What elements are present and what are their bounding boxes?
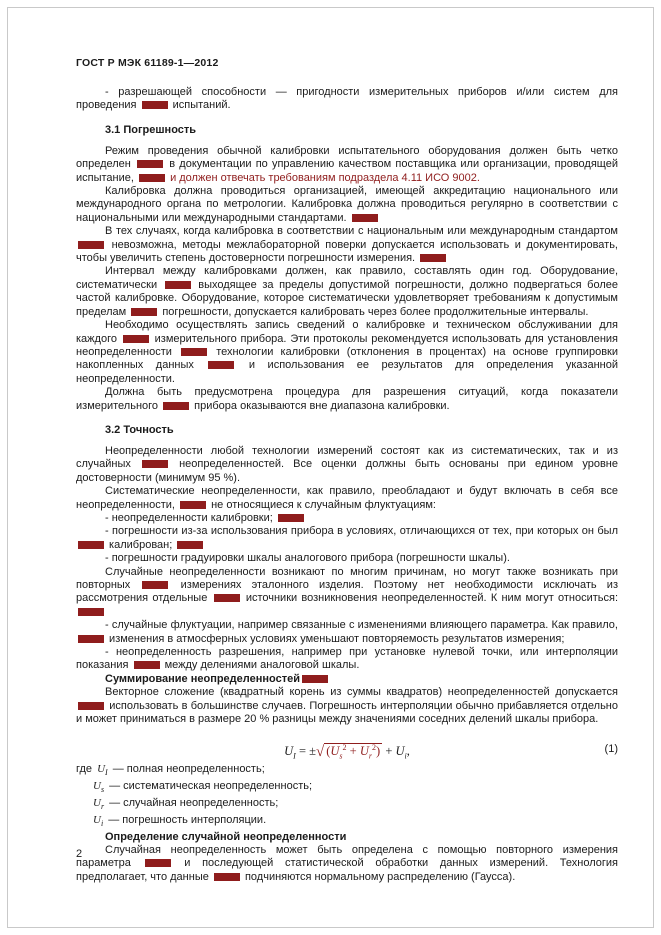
text-run: Определение случайной неопределенности	[105, 830, 347, 843]
red-annotation-mark	[78, 635, 104, 643]
text-run: погрешности, допускается калибровать через более продолжительные интервалы.	[159, 305, 589, 318]
red-annotation-mark	[352, 214, 378, 222]
formula-term: U	[284, 743, 294, 758]
paragraph	[76, 566, 618, 620]
formula-term: U	[395, 743, 405, 758]
text-run: испытаний.	[169, 99, 231, 112]
paragraph	[76, 319, 618, 386]
red-annotation-mark	[145, 859, 171, 867]
text-run: Необходимо осуществлять запись сведений о калибровке и техническом обслуживании для каждого	[76, 319, 618, 345]
text-run: выходящее за пределы допустимой погрешности, должно подвергаться более частой калибровке. Оборудование, которое систематически удовлетворяет требованиям к допустимым пределам	[76, 278, 618, 318]
radical-sign: √	[315, 743, 325, 760]
paragraph	[76, 686, 618, 726]
list-item	[76, 619, 618, 646]
legend-subscript: I	[105, 768, 108, 778]
formula-subscript: I	[293, 751, 296, 761]
red-annotation-mark	[214, 873, 240, 881]
red-annotation-mark	[420, 254, 446, 262]
red-annotation-mark	[163, 402, 189, 410]
red-annotation-mark	[78, 241, 104, 249]
intro-paragraph	[76, 86, 618, 113]
paragraph	[76, 844, 618, 884]
text-run: и использования ее результатов для определения указанной неопределенности.	[76, 359, 618, 385]
text-run: использовать в большинстве случаев. Погрешность интерполяции обычно прибавляется отдельно и может приниматься в размере 20 % разницы между значениями соседних делений шкалы прибора.	[76, 699, 618, 726]
list-item	[76, 512, 618, 525]
text-run: Случайные неопределенности возникают по многим причинам, но могут также возникать при повторных	[76, 565, 618, 591]
legend-symbol: U	[93, 813, 101, 826]
red-annotation-mark	[139, 174, 165, 182]
text-run: неопределенностей. Все оценки должны быть основаны при едином уровне достоверности (минимум 95 %).	[76, 458, 618, 484]
text-run: измерительного прибора. Эти протоколы рекомендуется использовать для установления неопределенности	[76, 332, 618, 358]
text-run: прибора оказываются вне диапазона калибровки.	[191, 399, 450, 412]
page-number: 2	[76, 848, 83, 860]
text-run: подчиняются нормальному распределению (Гаусса).	[241, 870, 516, 883]
legend-description: — полная неопределенность;	[112, 763, 265, 776]
paragraph	[76, 485, 618, 512]
text-run: - разрешающей способности — пригодности измерительных приборов и/или систем для проведения	[76, 86, 618, 112]
paragraph	[76, 445, 618, 485]
formula-term: = ±	[295, 743, 316, 758]
formula-superscript: 2	[372, 742, 377, 752]
red-annotation-mark	[78, 608, 104, 616]
red-annotation-mark	[78, 541, 104, 549]
list-item	[76, 646, 618, 673]
red-annotation-mark	[165, 281, 191, 289]
red-annotation-mark	[142, 101, 168, 109]
list-item	[76, 525, 618, 552]
text-run: Суммирование неопределенностей	[105, 672, 300, 685]
red-annotation-mark	[214, 594, 240, 602]
legend-symbol: U	[93, 780, 101, 793]
legend-description: — погрешность интерполяции.	[108, 813, 267, 826]
formula-radical	[315, 742, 382, 761]
formula-subscript: i	[404, 751, 407, 761]
text-run: - случайные флуктуации, например связанные с изменениями влияющего параметра. Как правило,	[105, 619, 618, 632]
formula-term: U	[359, 743, 369, 758]
paragraph	[76, 386, 618, 413]
text-run: технологии калибровки (отклонения в процентах) на основе группировки накопленных данных	[76, 345, 618, 372]
formula-term: )	[376, 743, 381, 758]
text-run: Систематические неопределенности, как правило, преобладают и будут включать в себя все неопределенности,	[76, 485, 618, 511]
formula-term: U	[330, 743, 340, 758]
formula-equation	[284, 742, 410, 761]
legend-description: — систематическая неопределенность;	[109, 780, 313, 793]
red-annotation-mark	[78, 702, 104, 710]
red-annotation-mark	[180, 501, 206, 509]
section-3-1-heading: 3.1 Погрешность	[105, 123, 197, 136]
text-run: - погрешности из-за использования прибора в условиях, отличающихся от тех, при которых он был	[105, 525, 618, 538]
list-item	[76, 552, 618, 565]
text-run: и последующей статистической обработки данных измерений. Технология предполагает, что данные	[76, 857, 618, 883]
legend-symbol: U	[93, 797, 101, 810]
formula-term: +	[346, 743, 360, 758]
text-run: калиброван;	[106, 538, 176, 551]
document-content	[76, 57, 618, 884]
formula-block	[76, 735, 618, 759]
formula-number: (1)	[604, 743, 618, 756]
paragraph	[76, 145, 618, 185]
text-run: невозможна, методы межлабораторной поверки допускается использовать и документировать, чтобы увеличить степень достоверности погрешности измерения.	[76, 238, 618, 265]
section-3-2-heading: 3.2 Точность	[105, 423, 174, 436]
legend-row	[76, 763, 618, 780]
legend-subscript: i	[100, 819, 104, 828]
text-run: Калибровка должна проводиться организацией, имеющей аккредитацию национального или международного органа по метрологии. Калибровка должна проводиться регулярно в соответствии с национальными или международными стандартами.	[76, 185, 618, 224]
formula-term: ,	[406, 743, 410, 758]
red-annotation-mark	[134, 661, 160, 669]
paragraph	[76, 185, 618, 225]
subheading-random-uncertainty	[76, 831, 618, 844]
legend-lead: где	[76, 763, 93, 776]
text-run: В тех случаях, когда калибровка в соответствии с национальным или международным стандартом	[105, 225, 618, 238]
text-run: Неопределенности любой технологии измерений состоят как из систематических, так и из случайных	[76, 444, 618, 471]
text-run: Интервал между калибровками должен, как правило, составлять один год. Оборудование, систематически	[76, 265, 618, 291]
text-run: изменения в атмосферных условиях уменьшают повторяемость результатов измерения;	[106, 632, 565, 645]
text-run: Режим проведения обычной калибровки испытательного оборудования должен быть четко определен	[76, 144, 618, 171]
text-run: между делениями аналоговой шкалы.	[161, 659, 360, 672]
text-run: - неопределенности калибровки;	[105, 511, 276, 524]
red-annotation-mark	[302, 675, 328, 683]
document-header: ГОСТ Р МЭК 61189-1—2012	[76, 57, 219, 69]
red-annotation-mark	[137, 160, 163, 168]
legend-row	[76, 814, 618, 831]
formula-subscript: s	[339, 751, 343, 761]
formula-subscript: r	[368, 751, 373, 761]
text-run: и должен отвечать требованиям подраздела 4.11 ИСО 9002.	[170, 171, 480, 184]
red-annotation-mark	[142, 460, 168, 468]
paragraph	[76, 265, 618, 319]
subheading-uncertainty-summation	[76, 673, 618, 686]
red-annotation-mark	[142, 581, 168, 589]
red-annotation-mark	[181, 348, 207, 356]
legend-subscript: r	[100, 802, 105, 812]
legend-symbol: U	[97, 763, 106, 776]
formula-term: +	[382, 743, 396, 758]
text-run: в документации по управлению качеством поставщика или организации, проводящей испытание,	[76, 158, 618, 184]
formula-legend	[76, 763, 618, 830]
text-run: - погрешности градуировки шкалы аналогового прибора (погрешности шкалы).	[105, 552, 510, 565]
legend-row	[76, 797, 618, 814]
text-run: измерениях эталонного изделия. Поэтому нет необходимости исключать из рассмотрения отдельные	[76, 579, 618, 605]
legend-subscript: s	[100, 785, 105, 795]
text-run: - неопределенность разрешения, например при установке нулевой точки, или интерполяции показания	[76, 646, 618, 672]
text-run: Должна быть предусмотрена процедура для разрешения ситуаций, когда показатели измерительного	[76, 386, 618, 412]
formula-radicand	[324, 742, 382, 761]
legend-row	[76, 780, 618, 797]
red-annotation-mark	[208, 361, 234, 369]
red-annotation-mark	[131, 308, 157, 316]
red-annotation-mark	[123, 335, 149, 343]
text-run: Случайная неопределенность может быть определена с помощью повторного измерения параметра	[76, 844, 618, 870]
red-annotation-mark	[278, 514, 304, 522]
legend-description: — случайная неопределенность;	[109, 797, 279, 810]
red-annotation-mark	[177, 541, 203, 549]
formula-superscript: 2	[342, 742, 347, 752]
formula-term: (	[326, 743, 331, 758]
paragraph	[76, 225, 618, 265]
text-run: не относящиеся к случайным флуктуациям:	[208, 498, 436, 511]
text-run: Векторное сложение (квадратный корень из суммы квадратов) неопределенностей допускается	[105, 686, 618, 699]
text-run: источники возникновения неопределенностей. К ним могут относиться:	[241, 592, 619, 605]
